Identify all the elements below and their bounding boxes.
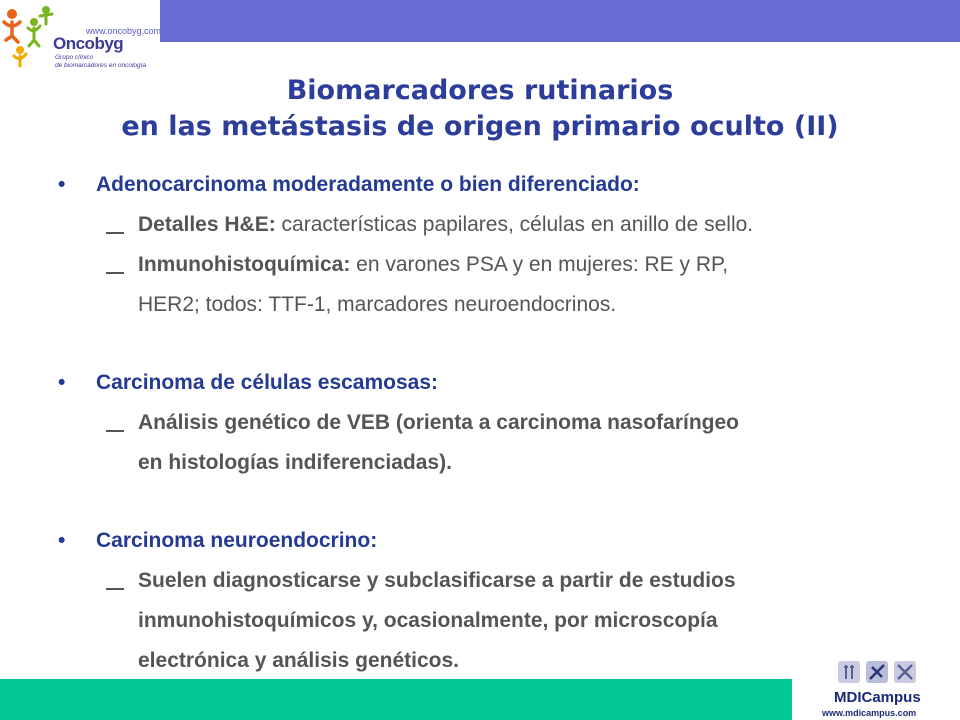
- item-lead: Inmunohistoquímica:: [138, 253, 351, 276]
- item-text: características papilares, células en anillo de sello.: [275, 213, 754, 236]
- slide-title: [0, 73, 960, 145]
- top-banner: [160, 0, 960, 42]
- heading-text: Adenocarcinoma moderadamente o bien diferenciado:: [96, 173, 640, 196]
- item-text: inmunohistoquímicos y, ocasionalmente, por microscopía: [138, 609, 718, 632]
- mdicampus-url[interactable]: www.mdicampus.com: [822, 708, 917, 718]
- item-text: en varones PSA y en mujeres: RE y RP,: [350, 253, 729, 276]
- title-line-1: Biomarcadores rutinarios: [286, 75, 674, 106]
- mdicampus-logo: [810, 655, 955, 720]
- bullet: •: [58, 529, 66, 552]
- section-heading-adenocarcinoma: [58, 165, 938, 205]
- list-item: [58, 245, 938, 285]
- item-lead: Detalles H&E:: [138, 213, 276, 236]
- list-item: [58, 403, 938, 443]
- item-text: electrónica y análisis genéticos.: [138, 649, 459, 672]
- list-item-continuation: [58, 285, 938, 325]
- list-item-continuation: [58, 443, 938, 483]
- bullet: •: [58, 371, 66, 394]
- list-item-continuation: [58, 641, 938, 681]
- bottom-banner: [0, 679, 792, 720]
- list-item: [58, 205, 938, 245]
- oncobyg-logo: [0, 0, 160, 72]
- bullet: •: [58, 173, 66, 196]
- logo-url[interactable]: www.oncobyg.com: [86, 26, 162, 36]
- section-heading-escamosas: [58, 363, 938, 403]
- slide-content: [58, 165, 938, 681]
- list-item-continuation: [58, 601, 938, 641]
- list-item: [58, 561, 938, 601]
- logo-name: Oncobyg: [53, 34, 124, 53]
- logo-subtitle-2: de biomarcadores en oncología: [55, 62, 147, 69]
- mdicampus-icons: [810, 655, 955, 689]
- heading-text: Carcinoma de células escamosas:: [96, 371, 439, 394]
- item-text: Suelen diagnosticarse y subclasificarse a partir de estudios: [138, 569, 736, 592]
- section-heading-neuroendocrino: [58, 521, 938, 561]
- logo-subtitle-1: Grupo clínico: [55, 54, 94, 61]
- oncobyg-figures-icon: [0, 0, 60, 72]
- item-text: Análisis genético de VEB (orienta a carcinoma nasofaríngeo: [138, 411, 740, 434]
- title-line-2: en las metástasis de origen primario oculto (II): [121, 111, 839, 142]
- item-text: HER2; todos: TTF-1, marcadores neuroendocrinos.: [138, 293, 617, 316]
- item-text: en histologías indiferenciadas).: [138, 451, 452, 474]
- mdicampus-brand: MDICampus: [834, 689, 921, 706]
- heading-text: Carcinoma neuroendocrino:: [96, 529, 378, 552]
